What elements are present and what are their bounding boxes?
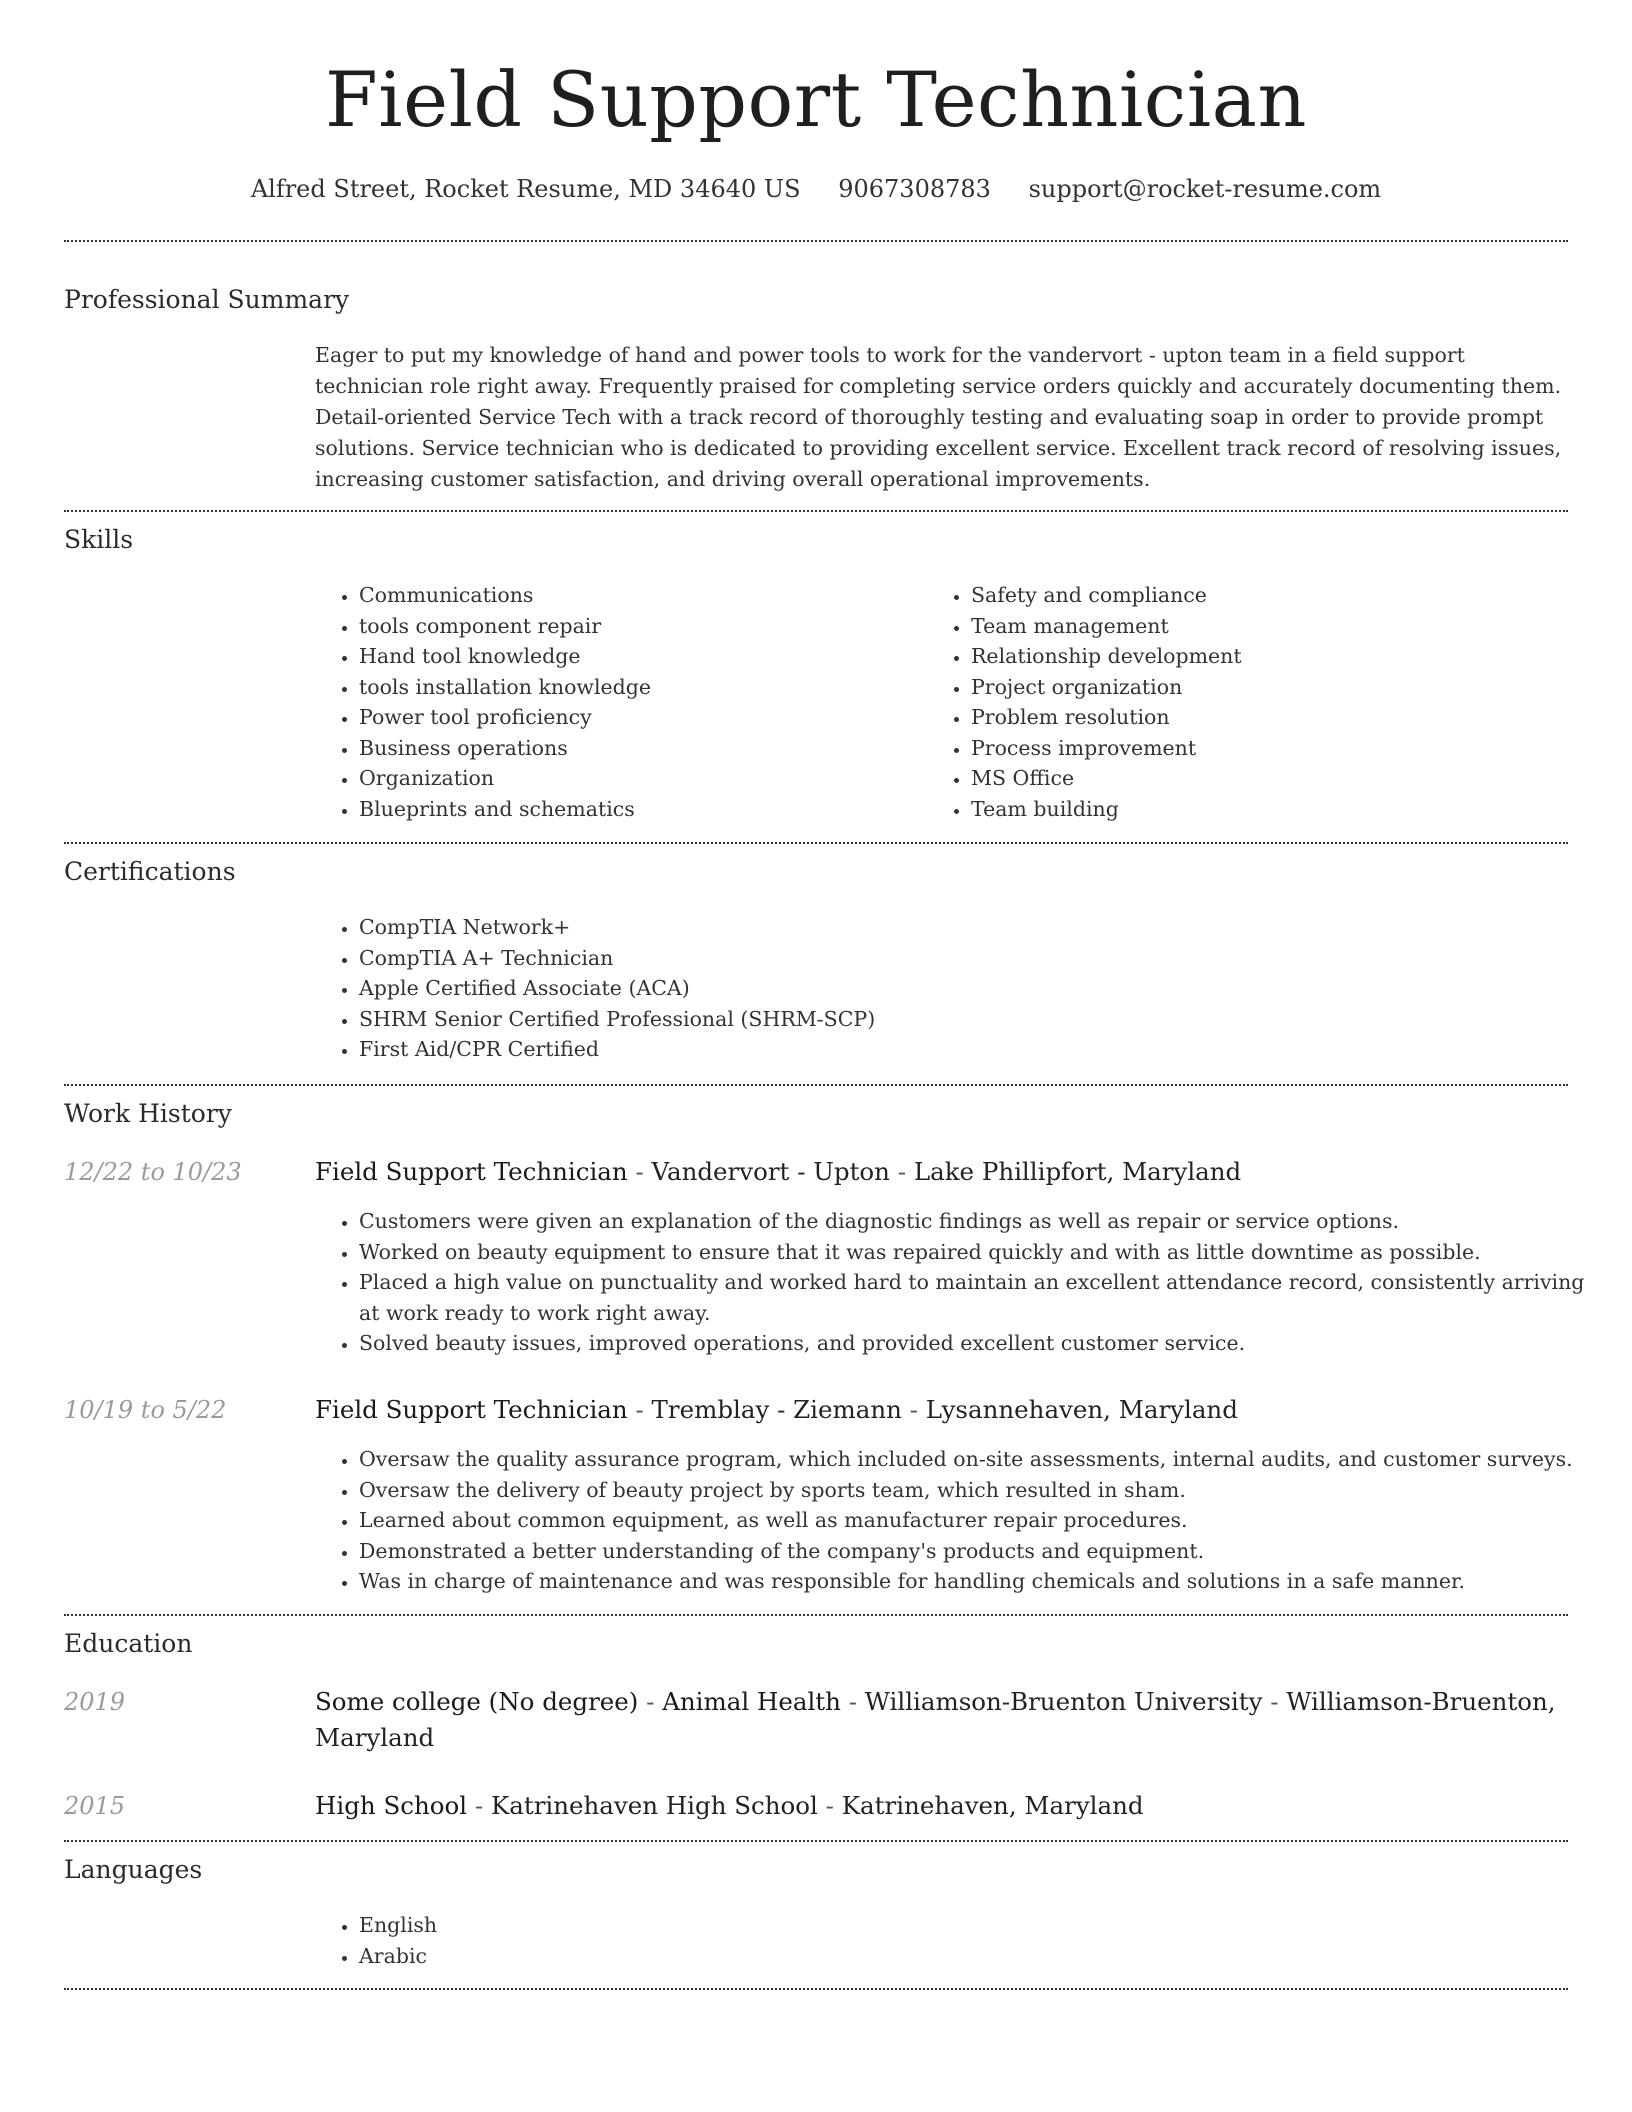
skill-item: • Communications bbox=[358, 580, 918, 611]
section-divider bbox=[64, 1840, 1568, 1842]
language-item: • English bbox=[358, 1910, 958, 1941]
education-school: Williamson-Bruenton University bbox=[864, 1687, 1263, 1716]
job-bullet: • Was in charge of maintenance and was responsible for handling chemicals and solutions in a safe manner. bbox=[358, 1566, 1588, 1597]
education-line: High School - Katrinehaven High School - Katrinehaven, Maryland bbox=[315, 1791, 1144, 1820]
candidate-name: Field Support Technician bbox=[325, 55, 1307, 144]
skill-item: • Process improvement bbox=[970, 733, 1570, 764]
summary-heading: Professional Summary bbox=[64, 285, 350, 314]
skill-item: • Problem resolution bbox=[970, 702, 1570, 733]
certification-item: • First Aid/CPR Certified bbox=[358, 1034, 1558, 1065]
skill-item: • Business operations bbox=[358, 733, 918, 764]
education-year: 2015 bbox=[64, 1792, 126, 1820]
certification-item: • SHRM Senior Certified Professional (SHRM-SCP) bbox=[358, 1004, 1558, 1035]
certifications-heading: Certifications bbox=[64, 857, 236, 886]
section-divider bbox=[64, 1988, 1568, 1990]
section-divider bbox=[64, 1084, 1568, 1086]
certifications-list bbox=[315, 912, 1558, 1065]
job-company: Tremblay - Ziemann bbox=[651, 1395, 902, 1424]
job-bullet: • Oversaw the delivery of beauty project by sports team, which resulted in sham. bbox=[358, 1475, 1588, 1506]
job-title-line: Field Support Technician - Tremblay - Ziemann - Lysannehaven, Maryland bbox=[315, 1395, 1238, 1424]
job-location: Lysannehaven, Maryland bbox=[925, 1395, 1238, 1424]
skill-item: • Team management bbox=[970, 611, 1570, 642]
work-history-heading: Work History bbox=[64, 1099, 232, 1128]
languages-list bbox=[315, 1910, 958, 1971]
skills-list-left bbox=[315, 580, 918, 824]
education-heading: Education bbox=[64, 1629, 193, 1658]
job-bullet: • Learned about common equipment, as well as manufacturer repair procedures. bbox=[358, 1505, 1588, 1536]
contact-line bbox=[0, 172, 1632, 206]
section-divider bbox=[64, 1614, 1568, 1616]
section-divider bbox=[64, 240, 1568, 242]
skill-item: • Hand tool knowledge bbox=[358, 641, 918, 672]
job-dates: 12/22 to 10/23 bbox=[64, 1158, 242, 1186]
languages-heading: Languages bbox=[64, 1855, 203, 1884]
education-location: Katrinehaven, Maryland bbox=[841, 1791, 1144, 1820]
job-bullet: • Oversaw the quality assurance program, which included on-site assessments, internal audits, and customer surveys. bbox=[358, 1444, 1588, 1475]
skill-item: • MS Office bbox=[970, 763, 1570, 794]
education-year: 2019 bbox=[64, 1688, 126, 1716]
section-divider bbox=[64, 842, 1568, 844]
education-field: Animal Health bbox=[662, 1687, 841, 1716]
job-title-line: Field Support Technician - Vandervort - Upton - Lake Phillipfort, Maryland bbox=[315, 1157, 1242, 1186]
education-degree: High School bbox=[315, 1791, 468, 1820]
skill-item: • Project organization bbox=[970, 672, 1570, 703]
education-location: Williamson-Bruenton, Maryland bbox=[315, 1687, 1556, 1752]
job-role: Field Support Technician bbox=[315, 1395, 628, 1424]
job-role: Field Support Technician bbox=[315, 1157, 628, 1186]
section-divider bbox=[64, 510, 1568, 512]
contact-address: Alfred Street, Rocket Resume, MD 34640 US bbox=[250, 175, 801, 203]
skills-heading: Skills bbox=[64, 525, 134, 554]
job-bullet: • Worked on beauty equipment to ensure that it was repaired quickly and with as little downtime as possible. bbox=[358, 1237, 1588, 1268]
job-bullet: • Placed a high value on punctuality and worked hard to maintain an excellent attendance record, consistently arriving at work ready to work right away. bbox=[358, 1267, 1588, 1328]
skill-item: • Organization bbox=[358, 763, 918, 794]
skill-item: • Relationship development bbox=[970, 641, 1570, 672]
job-bullets bbox=[315, 1444, 1588, 1597]
job-bullets bbox=[315, 1206, 1588, 1359]
language-item: • Arabic bbox=[358, 1941, 958, 1972]
skill-item: • Power tool proficiency bbox=[358, 702, 918, 733]
skill-item: • tools installation knowledge bbox=[358, 672, 918, 703]
certification-item: • Apple Certified Associate (ACA) bbox=[358, 973, 1558, 1004]
job-bullet: • Solved beauty issues, improved operations, and provided excellent customer service. bbox=[358, 1328, 1588, 1359]
skill-item: • Blueprints and schematics bbox=[358, 794, 918, 825]
job-location: Lake Phillipfort, Maryland bbox=[913, 1157, 1242, 1186]
skill-item: • tools component repair bbox=[358, 611, 918, 642]
skill-item: • Safety and compliance bbox=[970, 580, 1570, 611]
certification-item: • CompTIA A+ Technician bbox=[358, 943, 1558, 974]
job-company: Vandervort - Upton bbox=[651, 1157, 890, 1186]
education-school: Katrinehaven High School bbox=[490, 1791, 818, 1820]
skill-item: • Team building bbox=[970, 794, 1570, 825]
education-line: Some college (No degree) - Animal Health - Williamson-Bruenton University - Williamson-Bruenton, Maryland bbox=[315, 1687, 1556, 1752]
contact-phone: 9067308783 bbox=[838, 175, 991, 203]
job-bullet: • Customers were given an explanation of the diagnostic findings as well as repair or service options. bbox=[358, 1206, 1588, 1237]
job-dates: 10/19 to 5/22 bbox=[64, 1396, 227, 1424]
job-bullet: • Demonstrated a better understanding of the company's products and equipment. bbox=[358, 1536, 1588, 1567]
certification-item: • CompTIA Network+ bbox=[358, 912, 1558, 943]
contact-email: support@rocket-resume.com bbox=[1028, 175, 1382, 203]
education-degree: Some college (No degree) bbox=[315, 1687, 639, 1716]
summary-text: Eager to put my knowledge of hand and power tools to work for the vandervort - upton team in a field support technician role right away. Frequently praised for completing service orders quickly and accurately documenting them. Detail-oriented Service Tech with a track record of thoroughly testing and evaluating soap in order to provide prompt solutions. Service technician who is dedicated to providing excellent service. Excellent track record of resolving issues, increasing customer satisfaction, and driving overall operational improvements. bbox=[315, 343, 1562, 491]
skills-list-right bbox=[927, 580, 1570, 824]
